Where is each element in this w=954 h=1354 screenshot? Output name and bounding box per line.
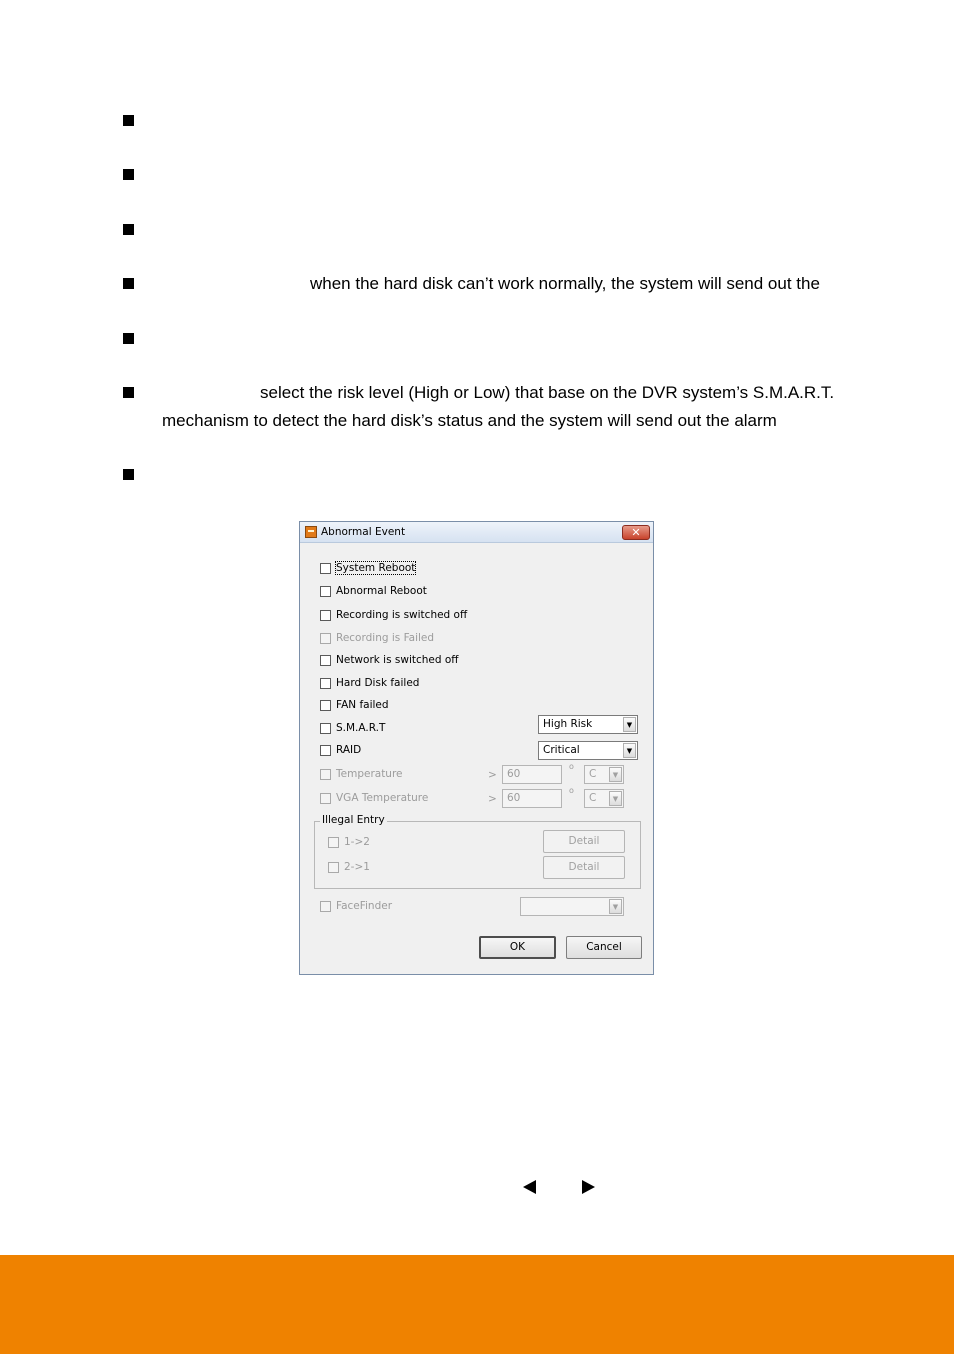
dialog-titlebar (300, 522, 653, 543)
temperature-unit-select (584, 765, 624, 784)
chevron-down-icon: ▼ (609, 899, 622, 914)
raid-level-value: Critical (543, 744, 580, 756)
illegal-entry-1-2-checkbox (328, 837, 339, 848)
chevron-down-icon[interactable]: ▼ (623, 743, 636, 758)
illegal-entry-2-1-checkbox (328, 862, 339, 873)
vga-temperature-threshold-value: 60 (507, 792, 521, 804)
degree-symbol: o (569, 786, 574, 795)
vga-temperature-unit-select (584, 789, 624, 808)
bullet-marker (123, 469, 134, 480)
vga-temperature-threshold-input (502, 789, 562, 808)
cancel-button[interactable]: Cancel (566, 936, 642, 959)
system-reboot-label: System Reboot (336, 562, 416, 574)
vga-temperature-checkbox (320, 793, 331, 804)
smart-risk-value: High Risk (543, 718, 593, 730)
illegal-entry-2-1-detail-button: Detail (543, 856, 625, 879)
abnormal-reboot-checkbox[interactable] (320, 586, 331, 597)
temperature-threshold-value: 60 (507, 768, 521, 780)
smart-checkbox[interactable] (320, 723, 331, 734)
next-page-icon[interactable] (582, 1180, 595, 1194)
hard-disk-failed-label: Hard Disk failed (336, 677, 420, 689)
recording-failed-label: Recording is Failed (336, 632, 435, 644)
chevron-down-icon: ▼ (609, 791, 622, 806)
recording-failed-checkbox (320, 633, 331, 644)
recording-switched-off-checkbox[interactable] (320, 610, 331, 621)
raid-checkbox[interactable] (320, 745, 331, 756)
abnormal-reboot-label: Abnormal Reboot (336, 585, 427, 597)
bullet-marker (123, 224, 134, 235)
temperature-threshold-input (502, 765, 562, 784)
network-switched-off-label: Network is switched off (336, 654, 459, 666)
fan-failed-checkbox[interactable] (320, 700, 331, 711)
smart-description: select the risk level (High or Low) that base on the DVR system’s S.M.A.R.T. (260, 383, 835, 402)
smart-risk-select[interactable] (538, 715, 638, 734)
bullet-marker (123, 278, 134, 289)
close-button[interactable]: ✕ (622, 525, 650, 540)
bullet-marker (123, 169, 134, 180)
ok-button[interactable]: OK (479, 936, 556, 959)
temperature-label: Temperature (336, 768, 403, 780)
illegal-entry-title: Illegal Entry (322, 814, 385, 826)
system-reboot-checkbox[interactable] (320, 563, 331, 574)
recording-switched-off-label: Recording is switched off (336, 609, 468, 621)
previous-page-icon[interactable] (523, 1180, 536, 1194)
smart-description-continued: mechanism to detect the hard disk’s status and the system will send out the alarm (162, 411, 777, 430)
facefinder-checkbox (320, 901, 331, 912)
network-switched-off-checkbox[interactable] (320, 655, 331, 666)
illegal-entry-1-2-label: 1->2 (344, 836, 370, 848)
bullet-marker (123, 387, 134, 398)
bullet-marker (123, 115, 134, 126)
dialog-title: Abnormal Event (321, 526, 406, 538)
temperature-unit-value: C (589, 768, 597, 780)
app-icon (305, 526, 317, 538)
illegal-entry-1-2-detail-button: Detail (543, 830, 625, 853)
illegal-entry-2-1-label: 2->1 (344, 861, 370, 873)
temperature-operator: > (488, 769, 497, 781)
hard-disk-failed-checkbox[interactable] (320, 678, 331, 689)
bullet-marker (123, 333, 134, 344)
chevron-down-icon[interactable]: ▼ (623, 717, 636, 732)
chevron-down-icon: ▼ (609, 767, 622, 782)
temperature-checkbox (320, 769, 331, 780)
vga-temperature-operator: > (488, 793, 497, 805)
footer-bar (0, 1255, 954, 1354)
smart-label: S.M.A.R.T (336, 722, 386, 734)
degree-symbol: o (569, 762, 574, 771)
raid-label: RAID (336, 744, 362, 756)
abnormal-event-dialog (299, 521, 654, 975)
hard-disk-description: when the hard disk can’t work normally, the system will send out the (310, 274, 820, 293)
facefinder-label: FaceFinder (336, 900, 393, 912)
vga-temperature-label: VGA Temperature (336, 792, 429, 804)
vga-temperature-unit-value: C (589, 792, 597, 804)
raid-level-select[interactable] (538, 741, 638, 760)
fan-failed-label: FAN failed (336, 699, 389, 711)
facefinder-select (520, 897, 624, 916)
